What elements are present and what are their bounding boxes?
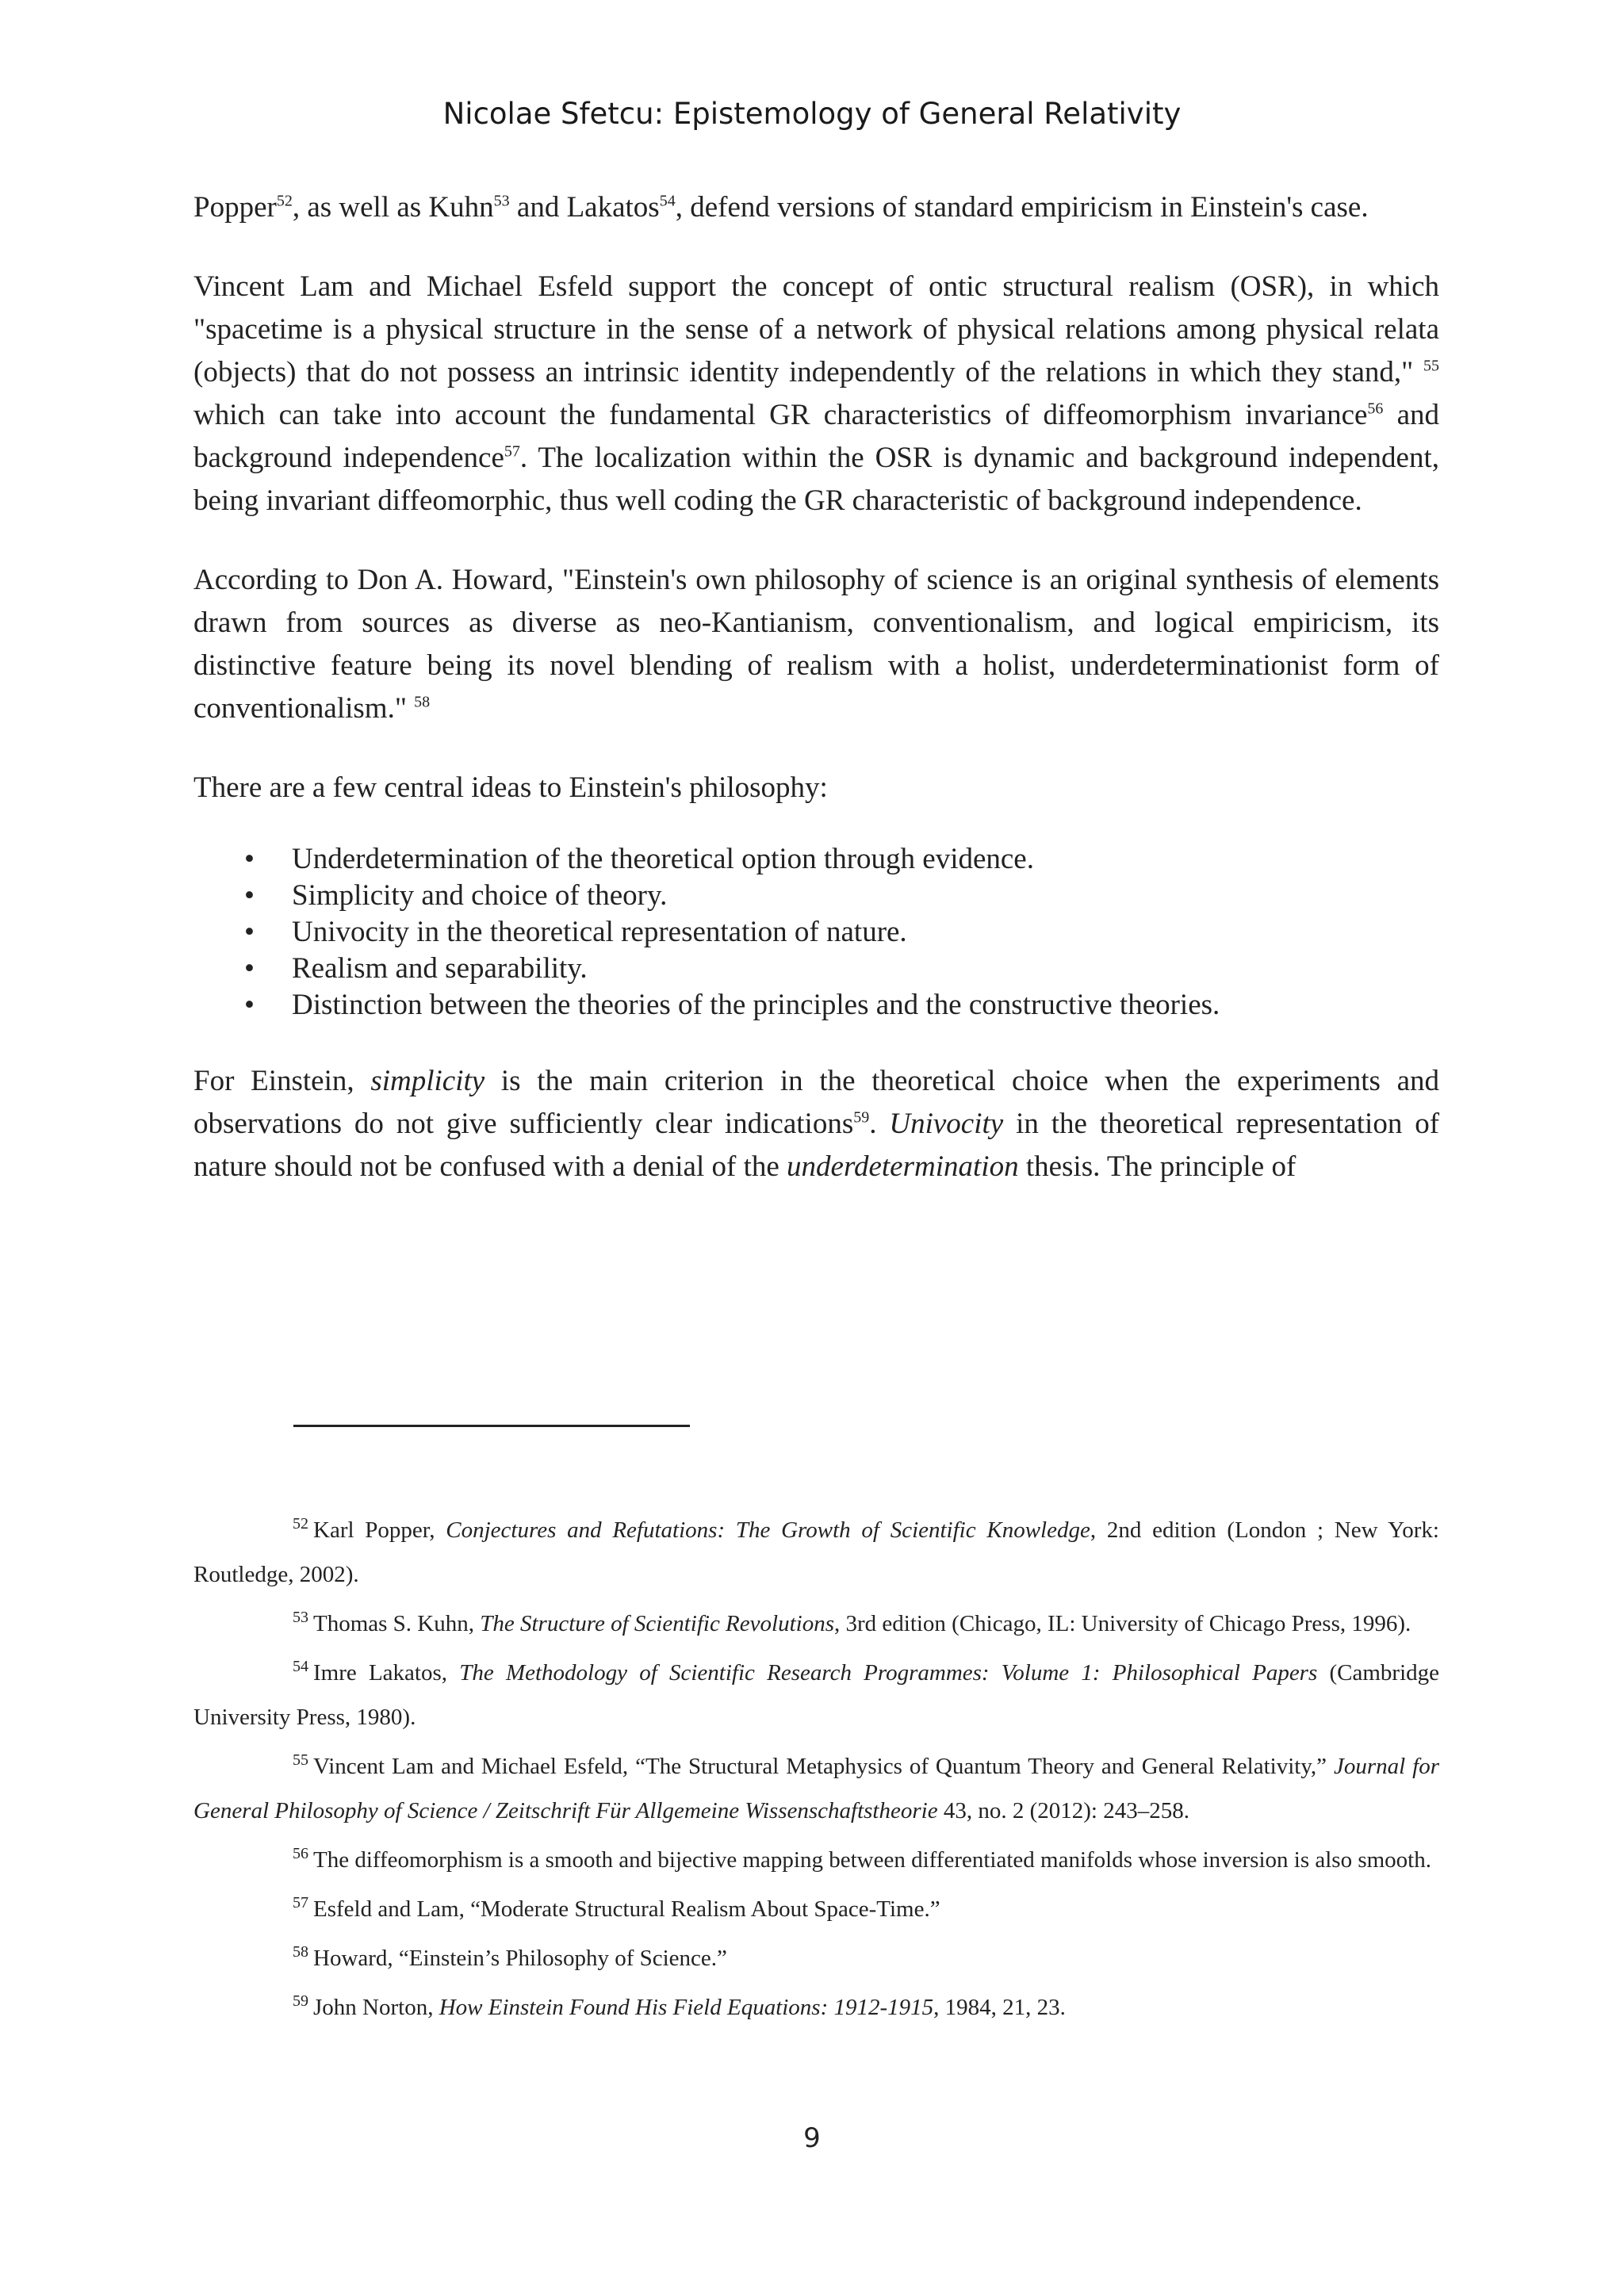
footnote-59: $^{59}$ John Norton, How Einstein Found His Field Equations: 1912-1915, 1984, 21, 23. <box>293 1992 1066 2020</box>
paragraph-5: For Einstein, simplicity is the main criterion in the theoretical choice when the experiments and observations do not give sufficiently clear indications$^{59}$. Univocity in the theoretical representation of nature should not be confused with a denial of the underdetermination thesis. The principle of <box>193 1065 1440 1183</box>
body-text <box>193 186 1439 1225</box>
bullet-icon: • <box>244 879 255 912</box>
footnote-ref-57[interactable]: 57 <box>504 442 520 461</box>
page-number: 9 <box>803 2122 821 2154</box>
footnote-ref-53[interactable]: 53 <box>493 192 510 210</box>
bullet-list <box>193 841 1439 1024</box>
footnote-58: $^{58}$ Howard, “Einstein’s Philosophy of Science.” <box>293 1943 727 1971</box>
footnote-ref-58[interactable]: 58 <box>414 693 431 711</box>
list-item: • Simplicity and choice of theory. <box>193 878 1439 914</box>
bullet-icon: • <box>244 989 255 1021</box>
footnote-52: $^{52}$ Karl Popper, Conjectures and Refutations: The Growth of Scientific Knowledge, 2nd edition (London ; New York: Routledge, 2002). <box>193 1515 1439 1587</box>
footnote-53: $^{53}$ Thomas S. Kuhn, The Structure of Scientific Revolutions, 3rd edition (Chicago, IL: University of Chicago Press, 1996). <box>293 1609 1411 1636</box>
footnotes <box>193 1508 1439 2034</box>
paragraph-4: There are a few central ideas to Einstein's philosophy: <box>193 771 828 804</box>
footnote-ref-54[interactable]: 54 <box>659 192 676 210</box>
bullet-icon: • <box>244 843 255 875</box>
list-item: • Univocity in the theoretical representation of nature. <box>193 914 1439 951</box>
footnote-ref-52[interactable]: 52 <box>276 192 293 210</box>
footnote-54: $^{54}$ Imre Lakatos, The Methodology of Scientific Research Programmes: Volume 1: Philosophical Papers (Cambridge University Press, 1980). <box>193 1658 1440 1730</box>
bullet-icon: • <box>244 952 255 985</box>
paragraph-2: Vincent Lam and Michael Esfeld support the concept of ontic structural realism (OSR), in which "spacetime is a physical structure in the sense of a network of physical relations among physical relata (objects) that do not possess an intrinsic identity independently of the relations in which they stand," $^{55}$ which can take into account the fundamental GR characteristics of diffeomorphism invariance$^{56}$ and background independence$^{57}$. The localization within the OSR is dynamic and background independent, being invariant diffeomorphic, thus well coding the GR characteristic of background independence. <box>193 270 1439 517</box>
footnote-ref-59[interactable]: 59 <box>853 1108 870 1127</box>
footnote-separator <box>293 1425 690 1427</box>
paragraph-3: According to Don A. Howard, "Einstein's own philosophy of science is an original synthesis of elements drawn from sources as diverse as neo-Kantianism, conventionalism, and logical empiricism, its distinctive feature being its novel blending of realism with a holist, underdeterminationist form of conventionalism." $^{58}$ <box>193 564 1439 725</box>
paragraph-1: Popper$^{52}$, as well as Kuhn$^{53}$ and Lakatos$^{54}$, defend versions of standard empiricism in Einstein's case. <box>193 191 1369 224</box>
footnote-56: $^{56}$ The diffeomorphism is a smooth and bijective mapping between differentiated manifolds whose inversion is also smooth. <box>293 1845 1431 1873</box>
footnote-ref-56[interactable]: 56 <box>1367 400 1384 418</box>
footnote-55: $^{55}$ Vincent Lam and Michael Esfeld, “The Structural Metaphysics of Quantum Theory and General Relativity,” Journal for General Philosophy of Science / Zeitschrift Für Allgemeine Wissenschaftstheorie 43, no. 2 (2012): 243–258. <box>193 1751 1439 1823</box>
list-item: • Realism and separability. <box>193 951 1439 987</box>
footnote-57: $^{57}$ Esfeld and Lam, “Moderate Structural Realism About Space-Time.” <box>293 1894 940 1922</box>
list-item: • Distinction between the theories of the principles and the constructive theories. <box>193 987 1439 1024</box>
running-header: Nicolae Sfetcu: Epistemology of General Relativity <box>442 97 1182 131</box>
footnote-ref-55[interactable]: 55 <box>1423 357 1439 375</box>
list-item: • Underdetermination of the theoretical option through evidence. <box>193 841 1439 878</box>
bullet-icon: • <box>244 916 255 948</box>
